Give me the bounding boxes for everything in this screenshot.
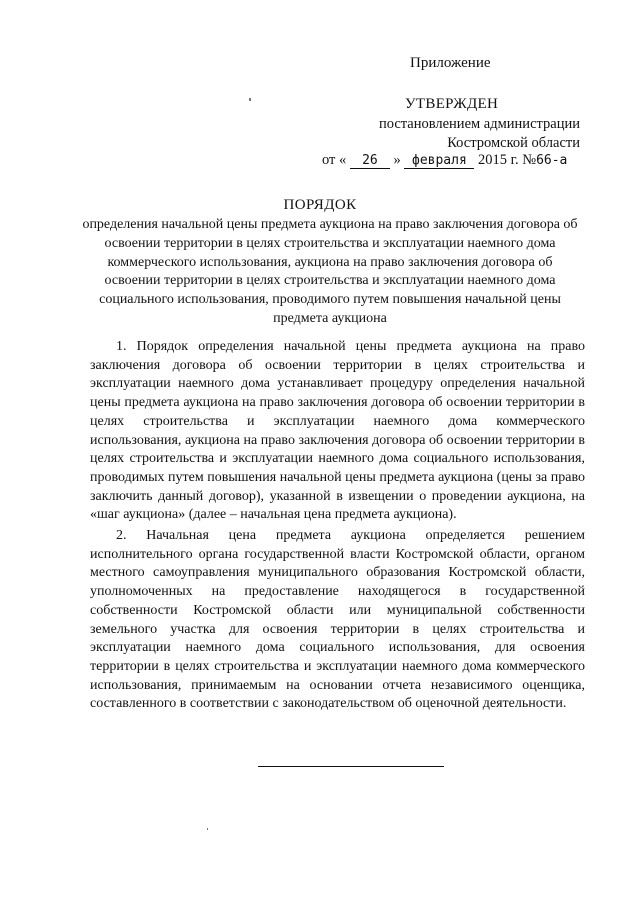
approved-by-line-1: постановлением администрации [378,116,580,132]
date-day: 26 [350,154,390,169]
date-mid: » [393,152,401,168]
approved-by-line-2: Костромской области [447,135,580,151]
date-prefix: от « [322,152,347,168]
closing-divider [258,766,444,767]
paragraph-2-text: 2. Начальная цена предмета аукциона определяется решением исполнительного органа государственной власти Костромской области, органом местного самоуправления муниципального образования Костромской области, уполномоченных на предоставление находящегося в государственной собственности Костромской области или муниципальной собственности земельного участка для освоения территории в целях строительства и эксплуатации наемного дома социального использования, для освоения территории в целях строительства и эксплуатации наемного дома коммерческого использования, принимаемым на основании отчета независимого оценщика, составленного в соответствии с законодательством об оценочной деятельности. [90,528,585,712]
document-subtitle: определения начальной цены предмета аукциона на право заключения договора об освоении территории в целях строительства и эксплуатации наемного дома коммерческого использования, аукциона на право заключения договора об освоении территории в целях строительства и эксплуатации наемного дома социального использования, проводимого путем повышения начальной цены предмета аукциона [82,217,578,326]
paragraph-1 [90,338,585,525]
document-title: ПОРЯДОК [283,197,357,213]
appendix-label: Приложение [410,55,491,71]
document-number: 66-а [536,153,568,168]
approval-date-row [322,152,567,174]
date-month: февраля [404,154,474,169]
paragraph-1-text: 1. Порядок определения начальной цены предмета аукциона на право заключения договора об освоении территории в целях строительства и эксплуатации наемного дома устанавливает процедуру определения начальной цены предмета аукциона на право заключения договора об освоении территории в целях строительства и эксплуатации наемного дома коммерческого использования, аукциона на право заключения договора об освоении территории в целях строительства и эксплуатации наемного дома социального использования, проводимых путем повышения начальной цены предмета аукциона (цены за право заключить данный договор), указанной в извещении о проведении аукциона, на «шаг аукциона» (далее – начальная цена предмета аукциона). [90,339,585,523]
scan-speck [207,828,208,830]
approved-heading: УТВЕРЖДЕН [405,96,499,112]
scan-speck [249,98,251,101]
paragraph-2 [90,527,585,714]
date-year: 2015 г. № [478,152,537,168]
